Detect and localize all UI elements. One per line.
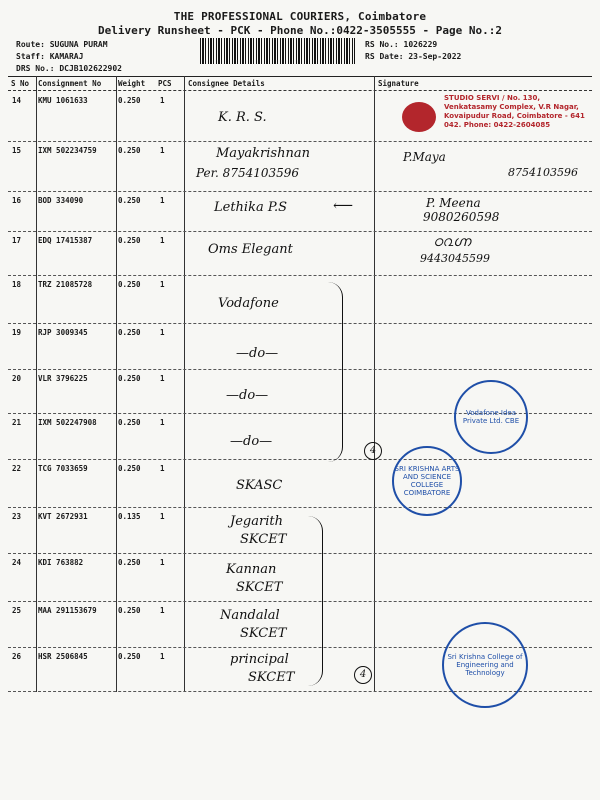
row-consignee-phone: Per. 8754103596 xyxy=(196,166,300,180)
table-row xyxy=(8,460,592,508)
route-label: Route: SUGUNA PURAM xyxy=(16,40,108,49)
row-sno: 15 xyxy=(12,146,22,155)
document-subtitle: Delivery Runsheet - PCK - Phone No.:0422-3505555 - Page No.:2 xyxy=(98,24,502,37)
staff-label: Staff: KAMARAJ xyxy=(16,52,84,61)
table-row xyxy=(8,508,592,554)
row-consignee: Nandalal xyxy=(220,608,280,623)
row-pcs: 1 xyxy=(160,606,165,615)
row-sno: 26 xyxy=(12,652,22,661)
row-signature-phone: 9443045599 xyxy=(420,252,490,265)
row-consignee: Lethika P.S xyxy=(214,200,287,215)
signature-scribble: ഠ൨ഗ്ന xyxy=(433,234,471,250)
row-consignee: —do— xyxy=(236,346,279,361)
row-consignee: Kannan xyxy=(226,562,277,577)
row-consignment: MAA 291153679 xyxy=(38,606,97,615)
row-consignee: principal xyxy=(230,652,289,667)
row-pcs: 1 xyxy=(160,558,165,567)
row-weight: 0.250 xyxy=(118,374,141,383)
college-stamp: SRI KRISHNA ARTS AND SCIENCE COLLEGE COIMBATORE xyxy=(392,446,462,516)
row-consignment: VLR 3796225 xyxy=(38,374,88,383)
document-title: THE PROFESSIONAL COURIERS, Coimbatore xyxy=(173,10,427,23)
row-weight: 0.250 xyxy=(118,196,141,205)
row-sno: 23 xyxy=(12,512,22,521)
row-consignment: KMU 1061633 xyxy=(38,96,88,105)
vodafone-stamp: Vodafone Idea Private Ltd. CBE xyxy=(454,380,528,454)
row-sno: 21 xyxy=(12,418,22,427)
row-consignee: —do— xyxy=(226,388,269,403)
row-consignment: IXM 502247908 xyxy=(38,418,97,427)
row-signature: P.Maya xyxy=(403,150,446,164)
row-consignment: TRZ 21085728 xyxy=(38,280,93,289)
row-consignment: TCG 7033659 xyxy=(38,464,88,473)
row-consignment: RJP 3009345 xyxy=(38,328,88,337)
group-count-circle: 4 xyxy=(354,666,372,684)
row-weight: 0.250 xyxy=(118,236,141,245)
row-weight: 0.250 xyxy=(118,558,141,567)
col-header-pcs: PCS xyxy=(158,79,172,88)
row-consignee-org: SKCET xyxy=(236,580,283,595)
studio-stamp-text: STUDIO SERVI / No. 130, Venkatasamy Complex, V.R Nagar, Kovaipudur Road, Coimbatore - 641 042. Phone: 0422-2604085 xyxy=(444,94,585,129)
group-bracket-vodafone xyxy=(328,282,343,462)
row-weight: 0.250 xyxy=(118,464,141,473)
arrow-icon: ⟵ xyxy=(333,198,354,214)
row-sno: 14 xyxy=(12,96,22,105)
row-pcs: 1 xyxy=(160,96,165,105)
runsheet-table xyxy=(8,76,592,692)
barcode xyxy=(200,38,355,64)
row-pcs: 1 xyxy=(160,464,165,473)
row-pcs: 1 xyxy=(160,652,165,661)
row-weight: 0.250 xyxy=(118,146,141,155)
group-count-circle: 4 xyxy=(364,442,382,460)
row-consignment: EDQ 17415387 xyxy=(38,236,93,245)
row-consignee: —do— xyxy=(230,434,273,449)
row-weight: 0.250 xyxy=(118,96,141,105)
row-consignment: HSR 2506845 xyxy=(38,652,88,661)
row-weight: 0.250 xyxy=(118,652,141,661)
row-weight: 0.250 xyxy=(118,418,141,427)
row-pcs: 1 xyxy=(160,196,165,205)
row-sno: 24 xyxy=(12,558,22,567)
row-consignee: Mayakrishnan xyxy=(216,146,310,161)
row-pcs: 1 xyxy=(160,328,165,337)
drs-number: DRS No.: DCJB102622902 xyxy=(16,64,122,73)
row-sno: 17 xyxy=(12,236,22,245)
table-row xyxy=(8,554,592,602)
col-header-consignee: Consignee Details xyxy=(188,79,265,88)
row-consignee-org: SKCET xyxy=(240,532,287,547)
row-weight: 0.250 xyxy=(118,328,141,337)
row-weight: 0.250 xyxy=(118,606,141,615)
row-weight: 0.250 xyxy=(118,280,141,289)
row-consignment: KVT 2672931 xyxy=(38,512,88,521)
row-sno: 16 xyxy=(12,196,22,205)
table-row xyxy=(8,192,592,232)
studio-stamp xyxy=(394,94,590,148)
table-row xyxy=(8,142,592,192)
col-header-consignment: Consignment No xyxy=(38,79,102,88)
row-pcs: 1 xyxy=(160,374,165,383)
row-pcs: 1 xyxy=(160,146,165,155)
row-sno: 22 xyxy=(12,464,22,473)
row-consignee: Jegarith xyxy=(230,514,283,529)
row-pcs: 1 xyxy=(160,512,165,521)
row-consignment: KDI 763882 xyxy=(38,558,84,567)
row-pcs: 1 xyxy=(160,418,165,427)
row-sno: 19 xyxy=(12,328,22,337)
row-signature-phone: 8754103596 xyxy=(508,166,578,179)
row-consignment: IXM 502234759 xyxy=(38,146,97,155)
row-pcs: 1 xyxy=(160,280,165,289)
rs-number: RS No.: 1026229 xyxy=(365,40,438,49)
row-consignee: Vodafone xyxy=(218,296,279,311)
row-pcs: 1 xyxy=(160,236,165,245)
row-weight: 0.135 xyxy=(118,512,141,521)
row-consignee-org: SKCET xyxy=(248,670,295,685)
row-sno: 18 xyxy=(12,280,22,289)
row-consignee: SKASC xyxy=(236,478,283,493)
col-header-sno: S No xyxy=(11,79,30,88)
row-signature: P. Meena xyxy=(426,196,481,210)
stamp-logo-icon xyxy=(402,102,436,132)
table-row xyxy=(8,232,592,276)
row-consignee-org: SKCET xyxy=(240,626,287,641)
col-header-weight: Weight xyxy=(118,79,146,88)
row-consignee: K. R. S. xyxy=(218,110,267,125)
row-sno: 20 xyxy=(12,374,22,383)
row-sno: 25 xyxy=(12,606,22,615)
skcet-stamp: Sri Krishna College of Engineering and Technology xyxy=(442,622,528,708)
row-consignee: Oms Elegant xyxy=(208,242,293,257)
col-header-signature: Signature xyxy=(378,79,419,88)
table-row xyxy=(8,324,592,370)
table-row xyxy=(8,276,592,324)
row-signature-phone: 9080260598 xyxy=(423,210,500,224)
group-bracket-skcet xyxy=(308,516,323,686)
row-consignment: BOD 334090 xyxy=(38,196,84,205)
rs-date: RS Date: 23-Sep-2022 xyxy=(365,52,462,61)
